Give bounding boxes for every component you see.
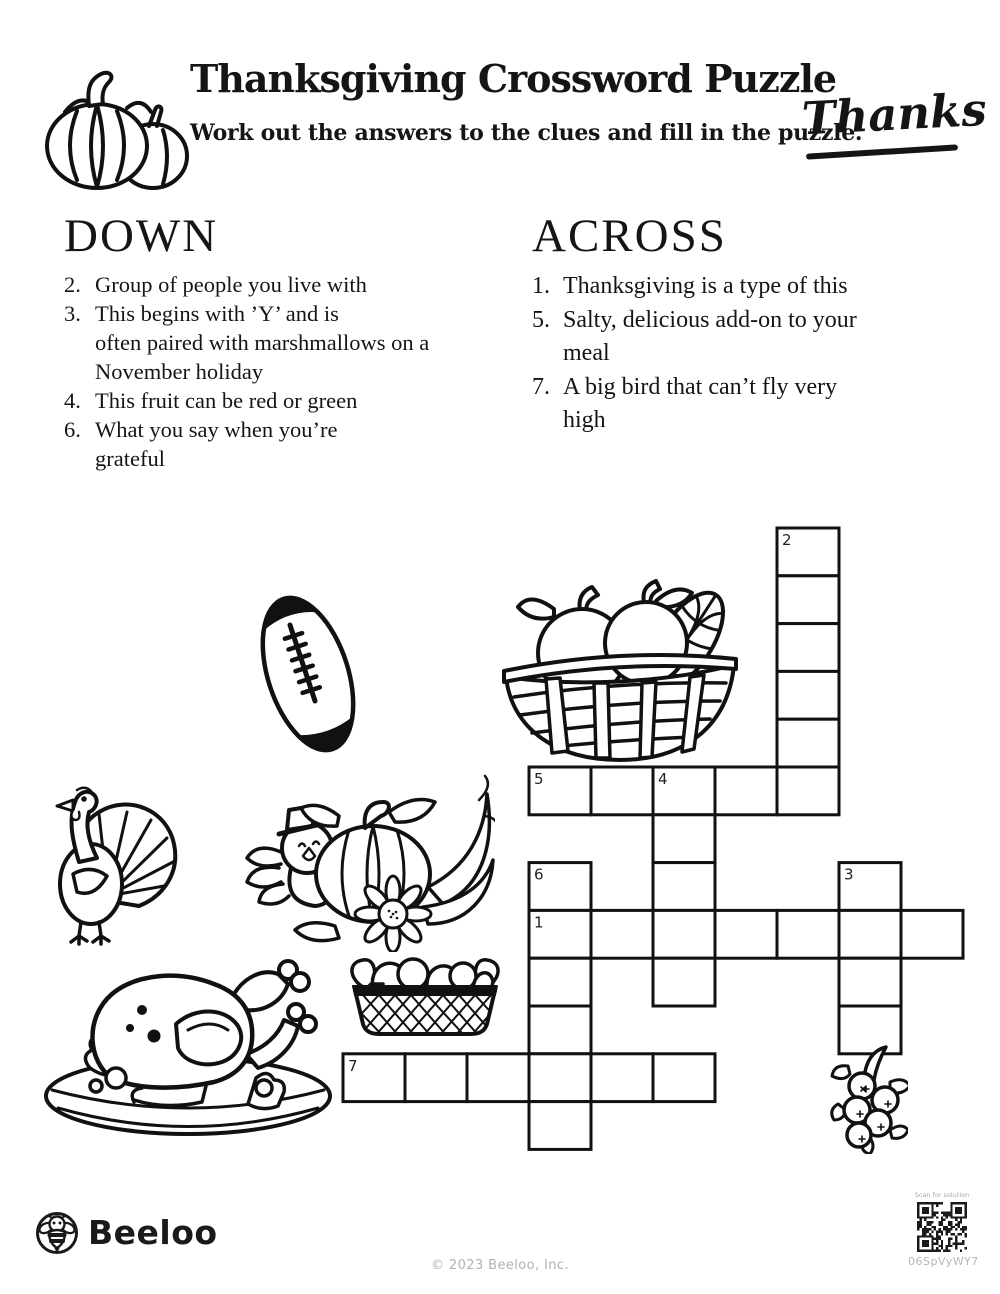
clue-down-3: 3. This begins with ’Y’ and is often paired with marshmallows on a November holiday — [64, 301, 430, 384]
crossword-cell-number: 5 — [534, 770, 544, 788]
crossword-cell[interactable] — [653, 1054, 715, 1102]
crossword-cell[interactable] — [529, 1006, 591, 1054]
crossword-cell[interactable] — [839, 910, 901, 958]
crossword-cell[interactable] — [653, 815, 715, 863]
turkey-icon — [33, 766, 183, 948]
crossword-cell[interactable] — [529, 958, 591, 1006]
crossword-cell-number: 4 — [658, 770, 668, 788]
clue-down-2: 2. Group of people you live with — [64, 272, 367, 297]
pumpkins-icon — [35, 66, 193, 194]
clue-down-6: 6. What you say when you’re grateful — [64, 417, 338, 471]
crossword-cell[interactable] — [591, 767, 653, 815]
crossword-cell[interactable] — [715, 767, 777, 815]
crossword-cell[interactable] — [777, 910, 839, 958]
page-subtitle: Work out the answers to the clues and fill in the puzzle. — [190, 120, 863, 146]
cranberries-icon — [828, 1044, 908, 1154]
beeloo-bee-icon — [35, 1211, 79, 1255]
crossword-cell-number: 6 — [534, 865, 544, 884]
thanks-script: Thanks — [800, 82, 988, 146]
crossword-cell-number: 7 — [348, 1056, 358, 1075]
crossword-cell[interactable] — [529, 1102, 591, 1150]
clue-down-4: 4. This fruit can be red or green — [64, 388, 358, 413]
crossword-cell[interactable] — [777, 719, 839, 767]
crossword-cell[interactable] — [653, 958, 715, 1006]
qr-code-text: 06SpVyWY7 — [908, 1255, 979, 1268]
qr-code — [917, 1202, 967, 1252]
crossword-cell[interactable] — [529, 1054, 591, 1102]
crossword-cell[interactable] — [901, 910, 963, 958]
crossword-cell[interactable] — [715, 910, 777, 958]
qr-caption: Scan for solution — [914, 1191, 970, 1199]
thanks-underline — [806, 144, 958, 159]
down-heading: DOWN — [64, 210, 219, 262]
crossword-cell[interactable] — [405, 1054, 467, 1102]
clue-across-5: 5. Salty, delicious add-on to your meal — [532, 306, 857, 366]
copyright-text: © 2023 Beeloo, Inc. — [431, 1258, 569, 1273]
crossword-cell[interactable] — [777, 767, 839, 815]
down-clues-section — [64, 210, 524, 473]
crossword-cell-number: 1 — [534, 913, 544, 932]
crossword-cell[interactable] — [591, 910, 653, 958]
bread-basket-icon — [343, 950, 507, 1038]
pumpkin-arrangement-icon — [243, 772, 495, 952]
crossword-cell-number: 2 — [782, 531, 792, 549]
fruit-basket-icon — [494, 579, 746, 767]
crossword-cell[interactable] — [653, 910, 715, 958]
football-icon — [246, 583, 371, 765]
crossword-cell[interactable] — [839, 958, 901, 1006]
roast-turkey-icon — [38, 950, 338, 1142]
qr-block — [908, 1191, 979, 1268]
crossword-cell[interactable] — [777, 624, 839, 672]
across-heading: ACROSS — [532, 210, 727, 262]
across-clues-section — [532, 210, 972, 438]
crossword-cell[interactable] — [591, 1054, 653, 1102]
crossword-cell[interactable] — [467, 1054, 529, 1102]
beeloo-brand-text: Beeloo — [88, 1213, 218, 1252]
crossword-cell-number: 3 — [844, 865, 854, 884]
crossword-cell[interactable] — [777, 576, 839, 624]
crossword-cell[interactable] — [777, 671, 839, 719]
page-title: Thanksgiving Crossword Puzzle — [190, 56, 837, 101]
clue-across-7: 7. A big bird that can’t fly very high — [532, 373, 838, 433]
crossword-cell[interactable] — [653, 863, 715, 911]
clue-across-1: 1. Thanksgiving is a type of this — [532, 273, 848, 299]
